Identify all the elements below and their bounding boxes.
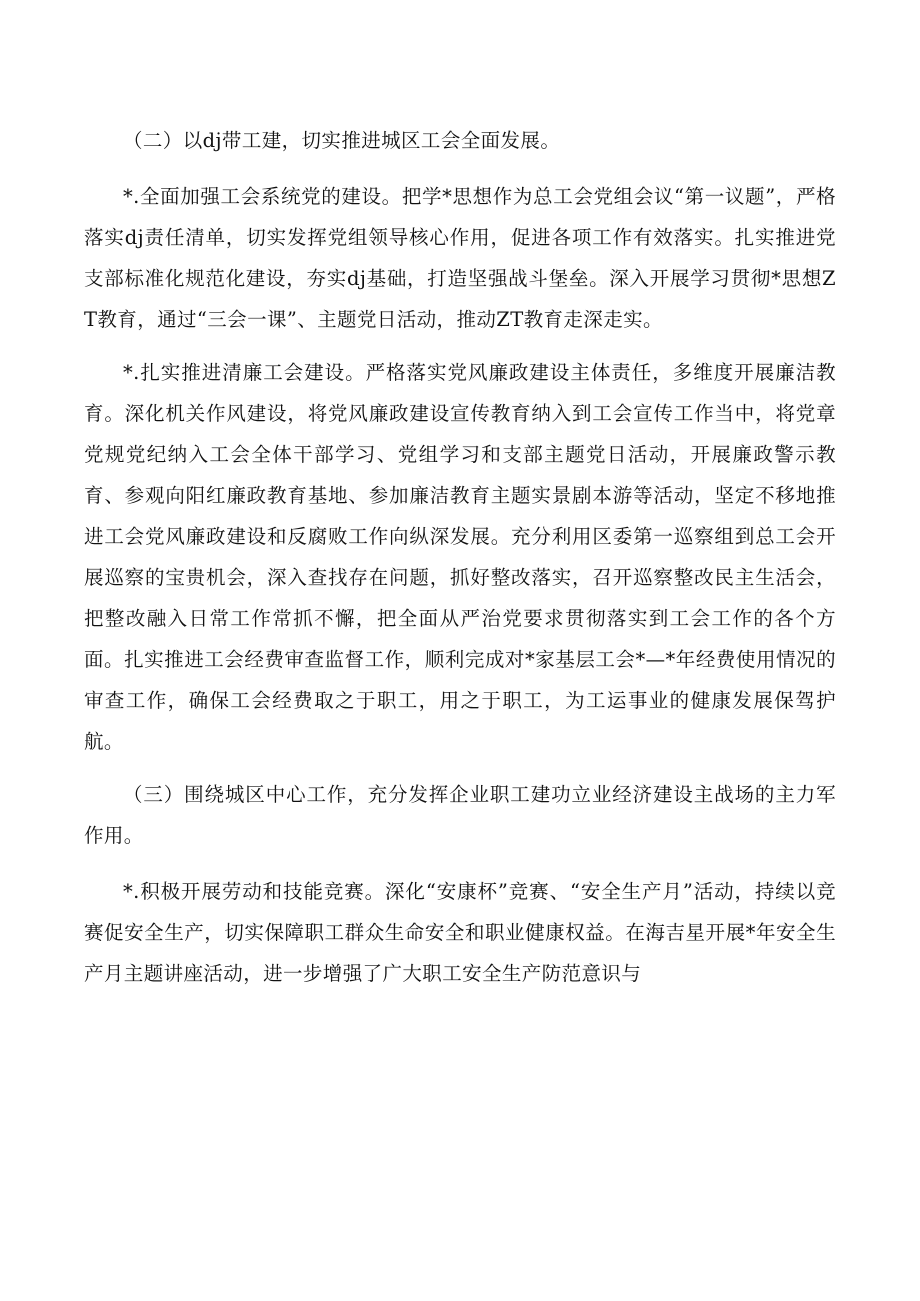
- paragraph-party-building: *.全面加强工会系统党的建设。把学*思想作为总工会党组会议“第一议题”，严格落实dj责任清单，切实发挥党组领导核心作用，促进各项工作有效落实。扎实推进党支部标准化规范化建设，夯实dj基础，打造坚强战斗堡垒。深入开展学习贯彻*思想ZT教育，通过“三会一课”、主题党日活动，推动ZT教育走深走实。: [84, 185, 836, 331]
- section-heading-2: （二）以dj带工建，切实推进城区工会全面发展。: [123, 129, 561, 152]
- paragraph-labor-competition: *.积极开展劳动和技能竞赛。深化“安康杯”竞赛、“安全生产月”活动，持续以竞赛促安全生产，切实保障职工群众生命安全和职业健康权益。在海吉星开展*年安全生产月主题讲座活动，进一步增强了广大职工安全生产防范意识与: [84, 880, 836, 985]
- document-body: [84, 120, 836, 1006]
- paragraph-clean-union: *.扎实推进清廉工会建设。严格落实党风廉政建设主体责任，多维度开展廉洁教育。深化机关作风建设，将党风廉政建设宣传教育纳入到工会宣传工作当中，将党章党规党纪纳入工会全体干部学习、党组学习和支部主题党日活动，开展廉政警示教育、参观向阳红廉政教育基地、参加廉洁教育主题实景剧本游等活动，坚定不移地推进工会党风廉政建设和反腐败工作向纵深发展。充分利用区委第一巡察组到总工会开展巡察的宝贵机会，深入查找存在问题，抓好整改落实，召开巡察整改民主生活会，把整改融入日常工作常抓不懈，把全面从严治党要求贯彻落实到工会工作的各个方面。扎实推进工会经费审查监督工作，顺利完成对*家基层工会*—*年经费使用情况的审查工作，确保工会经费取之于职工，用之于职工，为工运事业的健康发展保驾护航。: [84, 361, 836, 753]
- section-heading-3: （三）围绕城区中心工作，充分发挥企业职工建功立业经济建设主战场的主力军作用。: [84, 783, 836, 847]
